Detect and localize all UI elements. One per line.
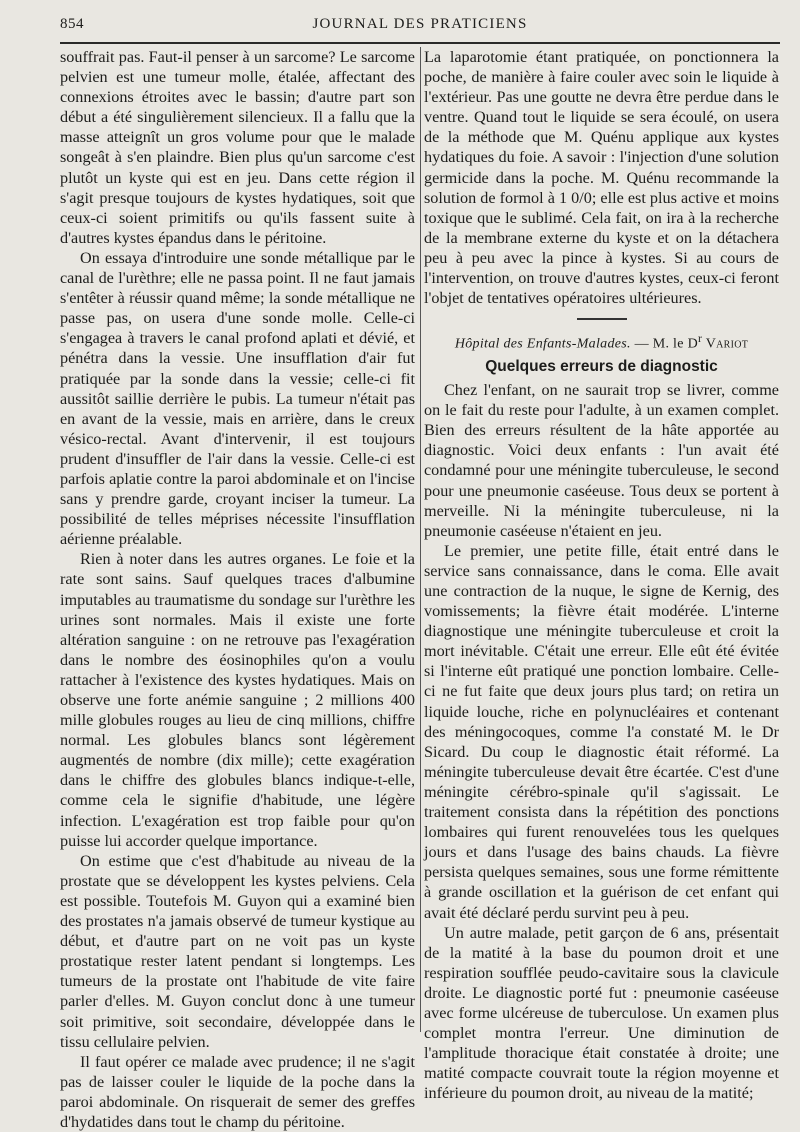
paragraph: Un autre malade, petit garçon de 6 ans, présentait de la matité à la base du poumon droit et une respiration soufflée peudo-cavitaire sous la clavicule droite. Le diagnostic porté fut : pneumonie caséeuse avec forme ulcéreuse de tuberculose. Un examen plus complet montra l'erreur. Une diminution de l'amplitude thoracique était constatée à droite; une matité compacte couvrait toute la région moyenne et inférieure du poumon droit, au niveau de la matité; xyxy=(424,923,779,1103)
journal-title: JOURNAL DES PRATICIENS xyxy=(312,16,528,32)
author-name: Variot xyxy=(702,336,749,352)
article-title: Quelques erreurs de diagnostic xyxy=(485,357,718,375)
paragraph: Chez l'enfant, on ne saurait trop se livrer, comme on le fait du reste pour l'adulte, à un examen complet. Bien des erreurs résultent de la hâte apportée au diagnostic. Voici deux enfants : l'un avait été condamné pour une méningite tuberculeuse, le second pour une pneumonie caséeuse. Tous deux se portent à merveille. Ni la méningite tuberculeuse, ni la pneumonie caséeuse n'étaient en jeu. xyxy=(424,381,779,540)
hospital-name: Hôpital des Enfants-Malades. xyxy=(454,336,631,352)
page-header xyxy=(60,12,780,40)
column-divider xyxy=(420,47,421,1032)
byline-superscript: r xyxy=(697,332,703,346)
byline-dash: — M. le D xyxy=(630,336,698,352)
paragraph: La laparotomie étant pratiquée, on ponctionnera la poche, de manière à faire couler avec soin le liquide à l'extérieur. Pas une goutte ne devra être perdue dans le ventre. Quand tout le liquide se sera écoulé, on usera de la méthode que M. Quénu applique aux kystes hydatiques du foie. A savoir : l'injection d'une solution germicide dans la poche. M. Quénu recommande la solution de formol à 1 0/0; elle est plus active et moins toxique que le sublimé. Cela fait, on ira à la recherche de la membrane externe du kyste et on la détachera peu à peu avec la pince à kystes. Si au cours de l'intervention, on trouve d'autres kystes, ceux-ci feront l'objet de tentatives opératoires ultérieures. xyxy=(424,48,779,308)
paragraph: Le premier, une petite fille, était entré dans le service sans connaissance, dans le coma. Elle avait une contraction de la nuque, le signe de Kernig, des vomissements; la fièvre était modérée. L'interne diagnostique une méningite tuberculeuse et croit la mort inévitable. C'était une erreur. Elle eût été évitée si l'interne eût pratiqué une ponction lombaire. Celle-ci ne fut faite que deux jours plus tard; on retira un liquide louche, riche en polynucléaires et contenant des méningocoques, comme l'a constaté M. le Dr Sicard. Du coup le diagnostic était réformé. La méningite tuberculeuse devait être écartée. C'est d'une méningite cérébro-spinale qu'il s'agissait. Le traitement consista dans la répétition des ponctions lombaires qui furent renouvelées tous les quelques jours et dans l'usage des bains chauds. La fièvre persista quelques semaines, sous une forme rémittente à grande oscillation et la guérison de cet enfant qui avait été déclaré perdu survint peu à peu. xyxy=(424,541,779,922)
paragraph: souffrait pas. Faut-il penser à un sarcome? Le sarcome pelvien est une tumeur molle, étalée, affectant des connexions étroites avec le bassin; d'autre part son début a été singulièrement silencieux. Il a fallu que la masse atteignît un gros volume pour que le malade songeât à s'en plaindre. Bien plus qu'un sarcome c'est plutôt un kyste qui est en jeu. Dans cette région il s'agit presque toujours de kystes hydatiques, soit que ceux-ci soient primitifs ou qu'ils fassent suite à d'autres kystes épandus dans le péritoine. xyxy=(60,48,415,247)
paragraph: On estime que c'est d'habitude au niveau de la prostate que se développent les kystes pelviens. Cela est possible. Toutefois M. Guyon qui a examiné bien des prostates n'a jamais observé de tumeur kystique au début, et d'autre part on ne voit pas un kyste prostatique rester latent pendant si longtemps. Les tumeurs de la prostate ont l'habitude de vite faire parler d'elles. M. Guyon conclut donc à une tumeur soit primitive, soit secondaire, développée dans le tissu cellulaire pelvien. xyxy=(60,851,415,1051)
left-column xyxy=(60,47,415,1131)
paragraph: Rien à noter dans les autres organes. Le foie et la rate sont sains. Sauf quelques traces d'albumine imputables au traumatisme du sondage sur l'urèthre les urines sont normales. Mais il existe une forte altération sanguine : on ne retrouve pas l'exagération dans le nombre des éosinophiles qu'on a voulu rattacher à l'existence des kystes hydatiques. Mais on observe une forte anémie sanguine ; 2 millions 400 mille globules rouges au lieu de cinq millions, chiffre normal. Les globules blancs sont légèrement augmentés de nombre (dix mille); cette exagération dans le chiffre des globules blancs indique-t-elle, comme cela le signifie d'habitude, une légère infection. L'exagération est trop faible pour qu'on puisse lui accorder quelque importance. xyxy=(60,550,415,850)
paragraph: On essaya d'introduire une sonde métallique par le canal de l'urèthre; elle ne passa point. Il ne faut jamais s'entêter à réussir quand même; la sonde métallique ne passe pas, on usera d'une sonde molle. Celle-ci s'engagea à travers le canal profond aplati et dévié, et pénétra dans la vessie. Une insufflation d'air fut pratiquée par la sonde dans la vessie; celle-ci fit aussitôt saillie derrière le pubis. La tumeur n'était pas en avant de la vessie, mais en arrière, dans le creux vésico-rectal. Avant d'intervenir, il est toujours prudent d'insuffler de l'air dans la vessie. Celle-ci est parfois aplatie contre la paroi abdominale et on l'incise sans y prendre garde, croyant inciser la tumeur. La possibilité de telles méprises nécessite l'insufflation aérienne préalable. xyxy=(60,248,415,549)
right-column xyxy=(424,47,779,1103)
section-separator xyxy=(577,318,627,320)
paragraph: Il faut opérer ce malade avec prudence; il ne s'agit pas de laisser couler le liquide de la poche dans la paroi abdominale. On risquerait de semer des greffes d'hydatides dans tout le champ du péritoine. xyxy=(60,1052,415,1131)
header-rule xyxy=(60,42,780,44)
section-byline xyxy=(424,329,779,355)
page-number: 854 xyxy=(60,16,84,32)
